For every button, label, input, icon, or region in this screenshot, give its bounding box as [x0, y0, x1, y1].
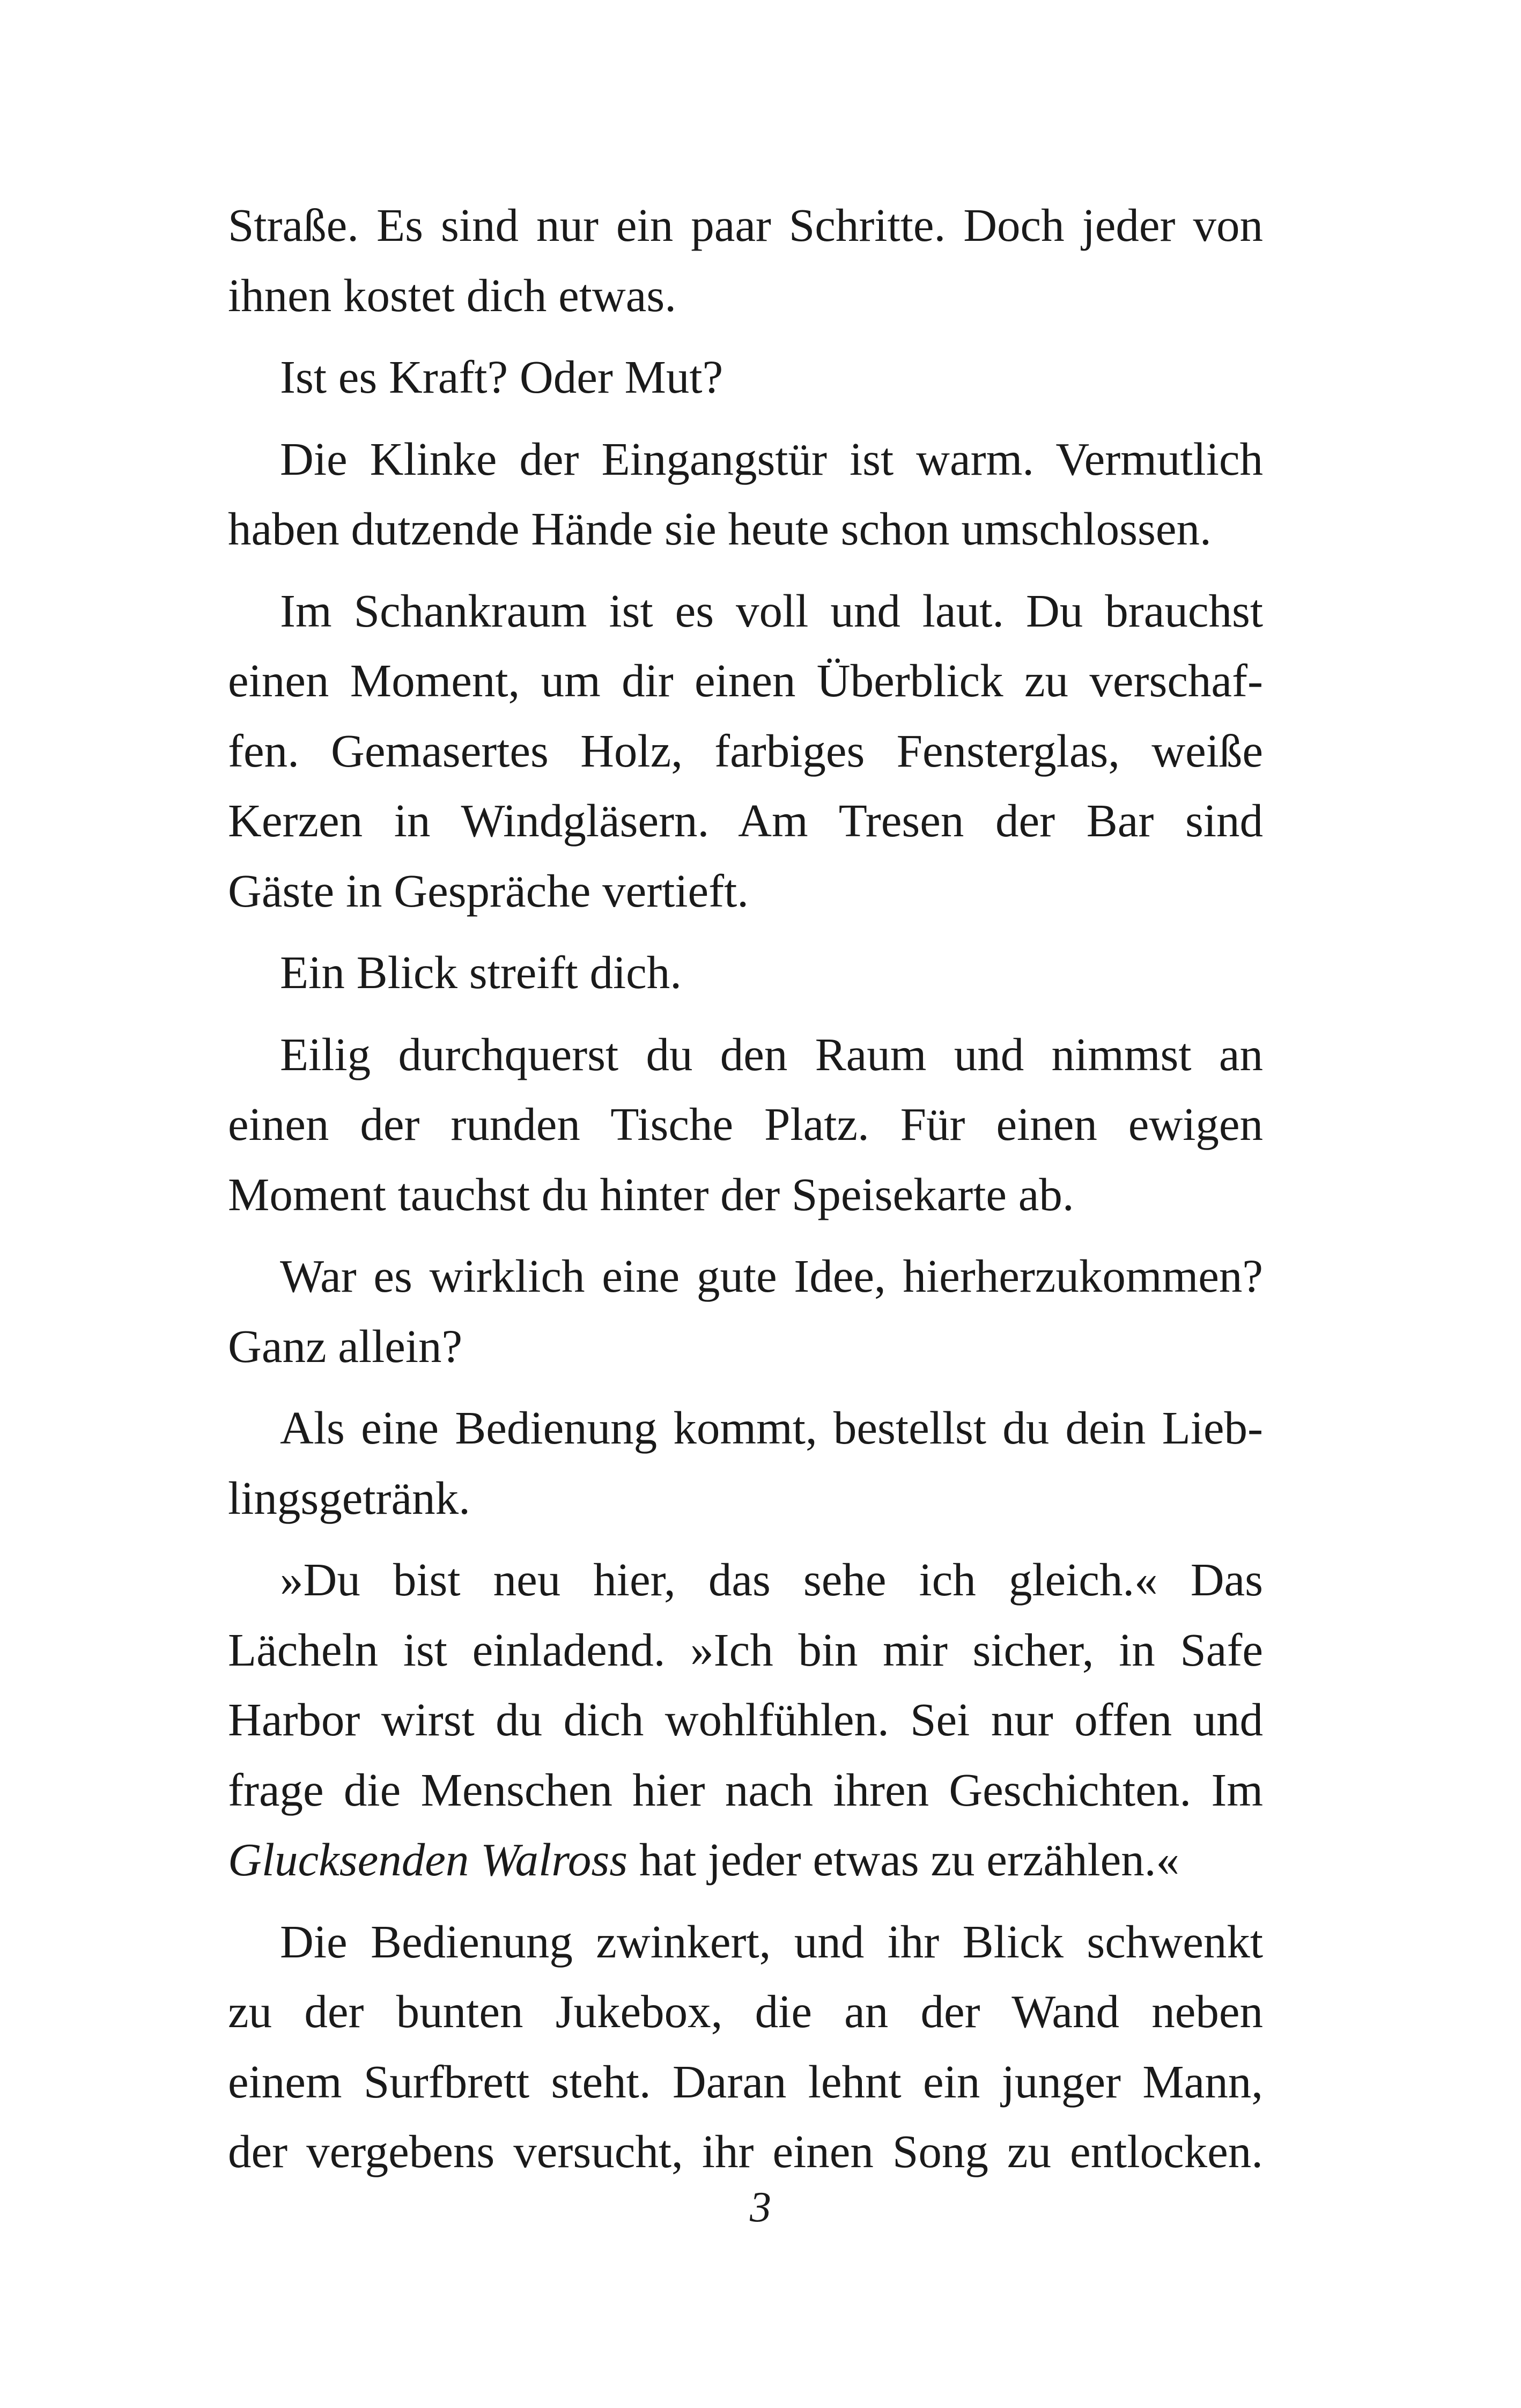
paragraph — [228, 190, 1263, 330]
text-line: haben dutzende Hände sie heute schon umschlossen. — [228, 503, 1212, 555]
text-line: Eilig durchquerst du den Raum und nimmst an — [280, 1028, 1263, 1080]
text-line: Im Schankraum ist es voll und laut. Du brauchst — [280, 584, 1263, 637]
text-line: Straße. Es sind nur ein paar Schritte. Doch jeder von — [228, 199, 1263, 251]
paragraph — [228, 1545, 1263, 1895]
text-line: frage die Menschen hier nach ihren Geschichten. Im — [228, 1763, 1263, 1816]
text-line: der vergebens versucht, ihr einen Song zu entlocken. — [228, 2125, 1263, 2177]
text-line: einen der runden Tische Platz. Für einen ewigen — [228, 1098, 1263, 1150]
paragraph — [228, 1020, 1263, 1230]
text-line: Ein Blick streift dich. — [280, 946, 682, 998]
text-line: zu der bunten Jukebox, die an der Wand neben — [228, 1985, 1263, 2037]
text-line: »Du bist neu hier, das sehe ich gleich.« Das — [280, 1553, 1263, 1606]
paragraph — [228, 938, 1263, 1008]
text-line — [228, 1825, 1263, 1895]
text-line: Ganz allein? — [228, 1320, 463, 1372]
paragraph — [228, 1393, 1263, 1533]
text-line: Als eine Bedienung kommt, bestellst du dein Lieb- — [280, 1402, 1263, 1454]
paragraph — [228, 1907, 1263, 2187]
paragraph — [228, 1241, 1263, 1381]
text-line: fen. Gemasertes Holz, farbiges Fensterglas, weiße — [228, 724, 1263, 777]
body-text — [228, 190, 1263, 2187]
text-line: einem Surfbrett steht. Daran lehnt ein junger Mann, — [228, 2055, 1263, 2108]
text-line: Harbor wirst du dich wohlfühlen. Sei nur offen und — [228, 1693, 1263, 1746]
text-line: Ist es Kraft? Oder Mut? — [280, 351, 723, 403]
text-line: Lächeln ist einladend. »Ich bin mir sicher, in Safe — [228, 1623, 1263, 1676]
text-line: einen Moment, um dir einen Überblick zu verschaf- — [228, 654, 1263, 706]
text-line: Die Klinke der Eingangstür ist warm. Vermutlich — [280, 432, 1263, 485]
text-line: Moment tauchst du hinter der Speisekarte ab. — [228, 1168, 1074, 1220]
paragraph — [228, 576, 1263, 926]
paragraph — [228, 342, 1263, 413]
text-line: lingsgetränk. — [228, 1471, 470, 1524]
text-line: ihnen kostet dich etwas. — [228, 269, 676, 321]
text-line: Kerzen in Windgläsern. Am Tresen der Bar sind — [228, 794, 1263, 846]
text-line: Gäste in Gespräche vertieft. — [228, 864, 749, 917]
text-line: Die Bedienung zwinkert, und ihr Blick schwenkt — [280, 1915, 1263, 1968]
italic-title: Glucksenden Walross — [228, 1833, 628, 1886]
text-fragment: hat jeder etwas zu erzählen.« — [627, 1833, 1180, 1886]
text-line: War es wirklich eine gute Idee, hierherzukommen? — [280, 1250, 1263, 1302]
page-number: 3 — [750, 2184, 771, 2231]
paragraph — [228, 424, 1263, 564]
